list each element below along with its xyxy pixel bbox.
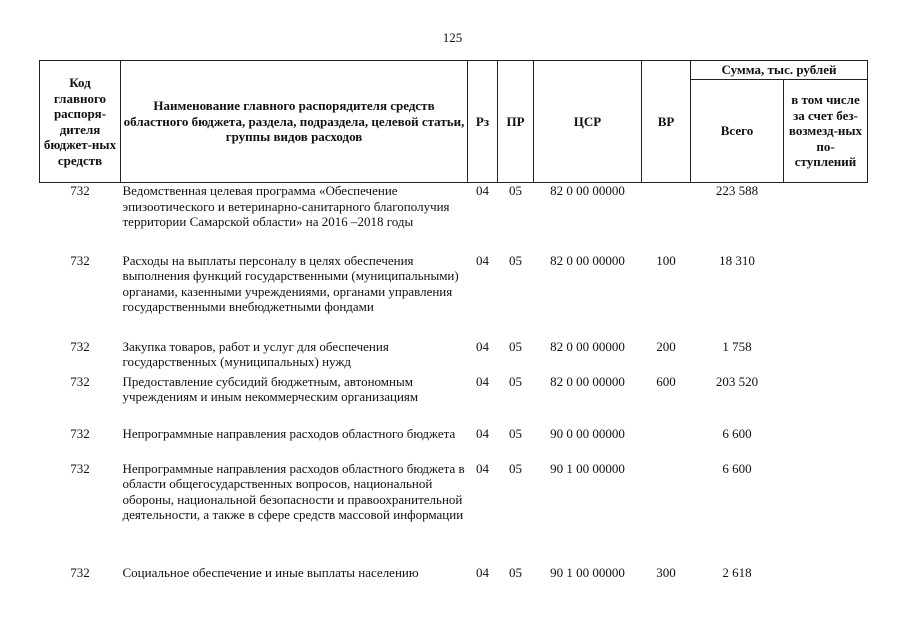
cell-rz: 04	[476, 373, 489, 389]
budget-table	[39, 60, 868, 601]
cell-rz: 04	[476, 338, 489, 354]
cell-csr: 90 0 00 00000	[550, 425, 625, 441]
cell-total: 6 600	[722, 425, 752, 441]
table-row	[40, 565, 868, 601]
header-csr: ЦСР	[534, 61, 642, 183]
cell-code: 732	[70, 183, 90, 198]
cell-total: 6 600	[722, 460, 752, 476]
header-pr: ПР	[498, 61, 534, 183]
cell-name: Ведомственная целевая программа «Обеспечение эпизоотического и ветеринарно-санитарного благополучия территории Самарской области» на 2016 –2018 годы	[122, 183, 450, 230]
cell-pr: 05	[509, 338, 522, 354]
cell-code: 732	[70, 252, 90, 268]
header-rz: Рз	[468, 61, 498, 183]
cell-pr: 05	[509, 564, 522, 580]
cell-pr: 05	[509, 373, 522, 389]
cell-code: 732	[70, 425, 90, 441]
cell-vr: 600	[656, 373, 676, 389]
cell-rz: 04	[476, 183, 489, 198]
table-row	[40, 183, 868, 253]
cell-vr	[642, 426, 691, 461]
cell-name: Предоставление субсидий бюджетным, автономным учреждениям и иным некоммерческим организациям	[122, 373, 419, 405]
cell-name: Непрограммные направления расходов областного бюджета	[122, 425, 456, 441]
cell-name: Непрограммные направления расходов областного бюджета в области общегосударственных вопросов, национальной обороны, национальной безопасности и правоохранительной деятельности, а также в сфере средств массовой информации	[122, 460, 465, 523]
cell-vr: 300	[656, 564, 676, 580]
table-body	[40, 183, 868, 601]
header-free: в том числе за счет без-возмезд-ных по-ступлений	[784, 80, 868, 183]
cell-csr: 82 0 00 00000	[550, 252, 625, 268]
table-row	[40, 426, 868, 461]
header-sum: Сумма, тыс. рублей	[691, 61, 868, 80]
cell-rz: 04	[476, 564, 489, 580]
cell-vr	[642, 183, 691, 253]
cell-free	[784, 339, 868, 374]
table-row	[40, 253, 868, 339]
cell-code: 732	[70, 460, 90, 476]
cell-vr: 100	[656, 252, 676, 268]
cell-csr: 90 1 00 00000	[550, 564, 625, 580]
cell-rz: 04	[476, 460, 489, 476]
table-row	[40, 339, 868, 374]
cell-code: 732	[70, 373, 90, 389]
cell-vr: 200	[656, 338, 676, 354]
cell-pr: 05	[509, 460, 522, 476]
table-row	[40, 461, 868, 565]
cell-pr: 05	[509, 252, 522, 268]
cell-csr: 82 0 00 00000	[550, 373, 625, 389]
table-header	[40, 61, 868, 183]
page-number: 125	[442, 30, 463, 45]
header-name: Наименование главного распорядителя средств областного бюджета, раздела, подраздела, целевой статьи, группы видов расходов	[121, 61, 468, 183]
cell-name: Закупка товаров, работ и услуг для обеспечения государственных (муниципальных) нужд	[122, 338, 389, 370]
cell-free	[784, 426, 868, 461]
cell-free	[784, 374, 868, 426]
cell-free	[784, 461, 868, 565]
cell-total: 223 588	[715, 183, 759, 198]
cell-pr: 05	[509, 425, 522, 441]
cell-free	[784, 565, 868, 601]
cell-name: Расходы на выплаты персоналу в целях обеспечения выполнения функций государственными (муниципальными) органами, казенными учреждениями, органами управления государственными внебюджетными фондами	[122, 252, 459, 315]
cell-free	[784, 183, 868, 253]
cell-code: 732	[70, 338, 90, 354]
header-vr: ВР	[642, 61, 691, 183]
cell-code: 732	[70, 564, 90, 580]
cell-csr: 82 0 00 00000	[550, 183, 625, 198]
cell-total: 2 618	[722, 564, 752, 580]
cell-total: 203 520	[715, 373, 759, 389]
cell-pr: 05	[509, 183, 522, 198]
cell-csr: 82 0 00 00000	[550, 338, 625, 354]
cell-free	[784, 253, 868, 339]
cell-name: Социальное обеспечение и иные выплаты населению	[122, 564, 419, 580]
table-row	[40, 374, 868, 426]
cell-total: 18 310	[719, 252, 755, 268]
header-code: Код главного распоря-дителя бюджет-ных средств	[40, 61, 121, 183]
cell-rz: 04	[476, 252, 489, 268]
cell-csr: 90 1 00 00000	[550, 460, 625, 476]
header-total: Всего	[691, 80, 784, 183]
cell-vr	[642, 461, 691, 565]
cell-rz: 04	[476, 425, 489, 441]
cell-total: 1 758	[722, 338, 752, 354]
